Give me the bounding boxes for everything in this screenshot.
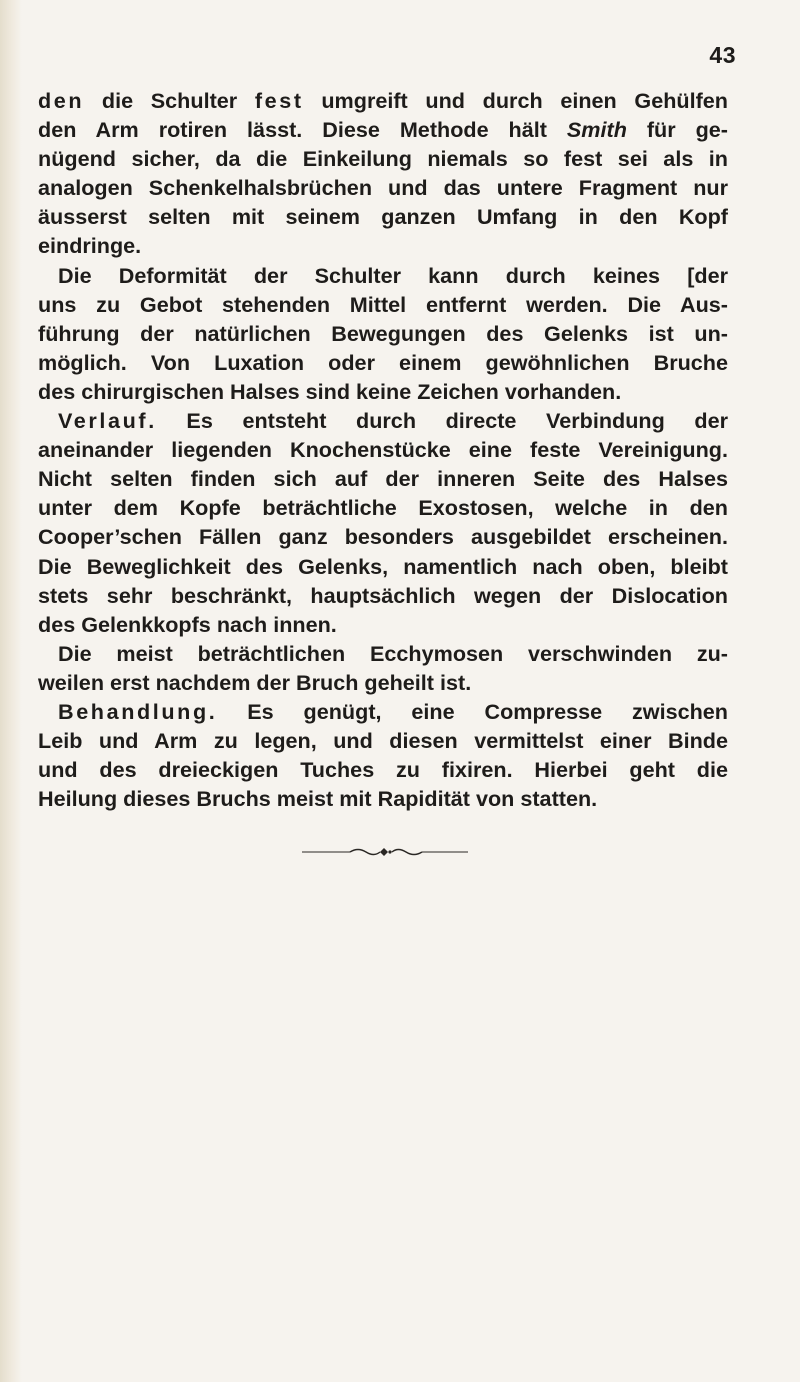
text-line: Die Beweglichkeit des Gelenks, namentlich nach oben, bleibt (38, 553, 728, 579)
section-heading-behandlung: Behandlung. (58, 698, 218, 724)
body-text (38, 86, 728, 813)
text-line: führung der natürlichen Bewegungen des Gelenks ist un- (38, 320, 728, 346)
text-line: aneinander liegenden Knochenstücke eine feste Vereinigung. (38, 437, 728, 463)
text-line: unter dem Kopfe beträchtliche Exostosen, welche in den (38, 495, 728, 521)
text-line: Leib und Arm zu legen, und diesen vermittelst einer Binde (38, 728, 728, 754)
text-line: des chirurgischen Halses sind keine Zeichen vorhanden. (38, 378, 622, 404)
text-line: Nicht selten finden sich auf der inneren Seite des Halses (38, 466, 728, 492)
text-line: äusserst selten mit seinem ganzen Umfang in den Kopf (38, 204, 728, 230)
text-line: Die meist beträchtlichen Ecchymosen verschwinden zu- (58, 640, 728, 666)
page-spine-shadow (0, 0, 22, 1382)
text-line: Heilung dieses Bruchs meist mit Rapidität von statten. (38, 786, 598, 812)
decorative-ornament-divider-icon (300, 845, 470, 859)
text-line: stets sehr beschränkt, hauptsächlich wegen der Dislocation (38, 582, 728, 608)
text-line: möglich. Von Luxation oder einem gewöhnlichen Bruche (38, 349, 728, 375)
text-line: weilen erst nachdem der Bruch geheilt ist. (38, 669, 472, 695)
page-number: 43 (709, 42, 736, 68)
author-name-smith: Smith (566, 117, 627, 143)
text-line: und des dreieckigen Tuches zu fixiren. Hierbei geht die (38, 757, 728, 783)
text-line: den die Schulter fest umgreift und durch einen Gehülfen (38, 88, 728, 113)
text-line: uns zu Gebot stehenden Mittel entfernt werden. Die Aus- (38, 291, 728, 317)
section-heading-verlauf: Verlauf. (58, 408, 157, 434)
text-line: Verlauf. Es entsteht durch directe Verbindung der (58, 408, 728, 434)
text-line: Behandlung. Es genügt, eine Compresse zwischen (58, 698, 728, 724)
text-line: analogen Schenkelhalsbrüchen und das untere Fragment nur (38, 175, 728, 201)
text-line: nügend sicher, da die Einkeilung niemals so fest sei als in (38, 146, 728, 172)
text-line: eindringe. (38, 233, 142, 259)
text-line: den Arm rotiren lässt. Diese Methode hält Smith für ge- (38, 117, 728, 143)
text-line: Die Deformität der Schulter kann durch keines [der (58, 262, 728, 288)
text-line: des Gelenkkopfs nach innen. (38, 611, 337, 637)
text-line: Cooper’schen Fällen ganz besonders ausgebildet erscheinen. (38, 524, 728, 550)
